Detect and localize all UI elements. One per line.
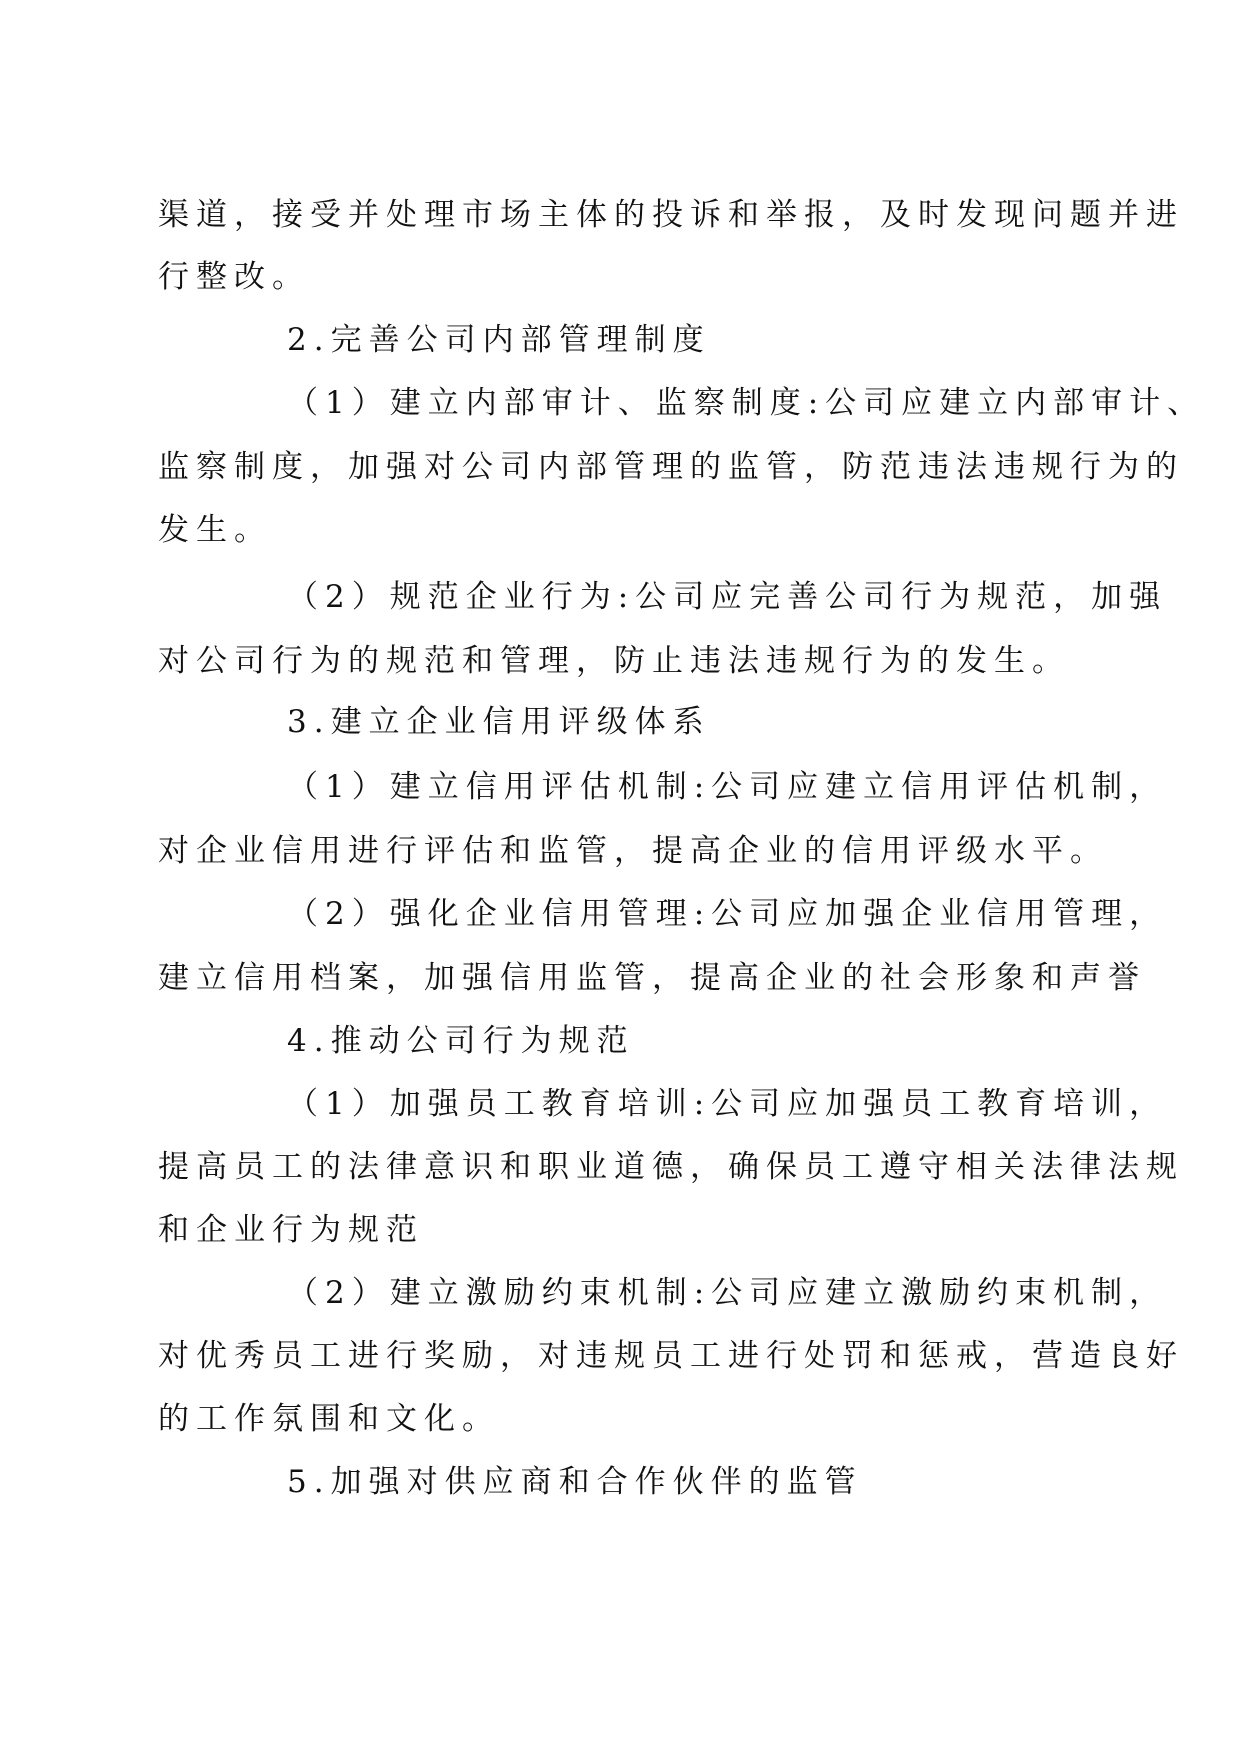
paragraph-line: （1）加强员工教育培训:公司应加强员工教育培训， — [287, 1086, 1168, 1122]
paragraph-line: 的工作氛围和文化。 — [158, 1401, 500, 1437]
paragraph-line: 渠道，接受并处理市场主体的投诉和举报，及时发现问题并进 — [158, 197, 1184, 233]
paragraph-line: 行整改。 — [158, 259, 310, 295]
section-heading-2: 2.完善公司内部管理制度 — [287, 322, 711, 358]
paragraph-line: 对企业信用进行评估和监管，提高企业的信用评级水平。 — [158, 833, 1108, 869]
paragraph-line: （1）建立内部审计、监察制度:公司应建立内部审计、 — [287, 385, 1206, 421]
paragraph-line: 对优秀员工进行奖励，对违规员工进行处罚和惩戒，营造良好 — [158, 1338, 1184, 1374]
paragraph-line: 和企业行为规范 — [158, 1212, 424, 1248]
section-heading-3: 3.建立企业信用评级体系 — [287, 704, 711, 740]
paragraph-line: 建立信用档案，加强信用监管，提高企业的社会形象和声誉 — [158, 960, 1146, 996]
paragraph-line: （2）规范企业行为:公司应完善公司行为规范，加强 — [287, 579, 1168, 615]
paragraph-line: （1）建立信用评估机制:公司应建立信用评估机制， — [287, 769, 1168, 805]
paragraph-line: 提高员工的法律意识和职业道德，确保员工遵守相关法律法规 — [158, 1149, 1184, 1185]
paragraph-line: 监察制度，加强对公司内部管理的监管，防范违法违规行为的 — [158, 449, 1184, 485]
paragraph-line: 发生。 — [158, 512, 272, 548]
section-heading-4: 4.推动公司行为规范 — [287, 1023, 635, 1059]
paragraph-line: 对公司行为的规范和管理，防止违法违规行为的发生。 — [158, 643, 1070, 679]
section-heading-5: 5.加强对供应商和合作伙伴的监管 — [287, 1464, 863, 1500]
paragraph-line: （2）建立激励约束机制:公司应建立激励约束机制， — [287, 1275, 1168, 1311]
paragraph-line: （2）强化企业信用管理:公司应加强企业信用管理， — [287, 896, 1168, 932]
